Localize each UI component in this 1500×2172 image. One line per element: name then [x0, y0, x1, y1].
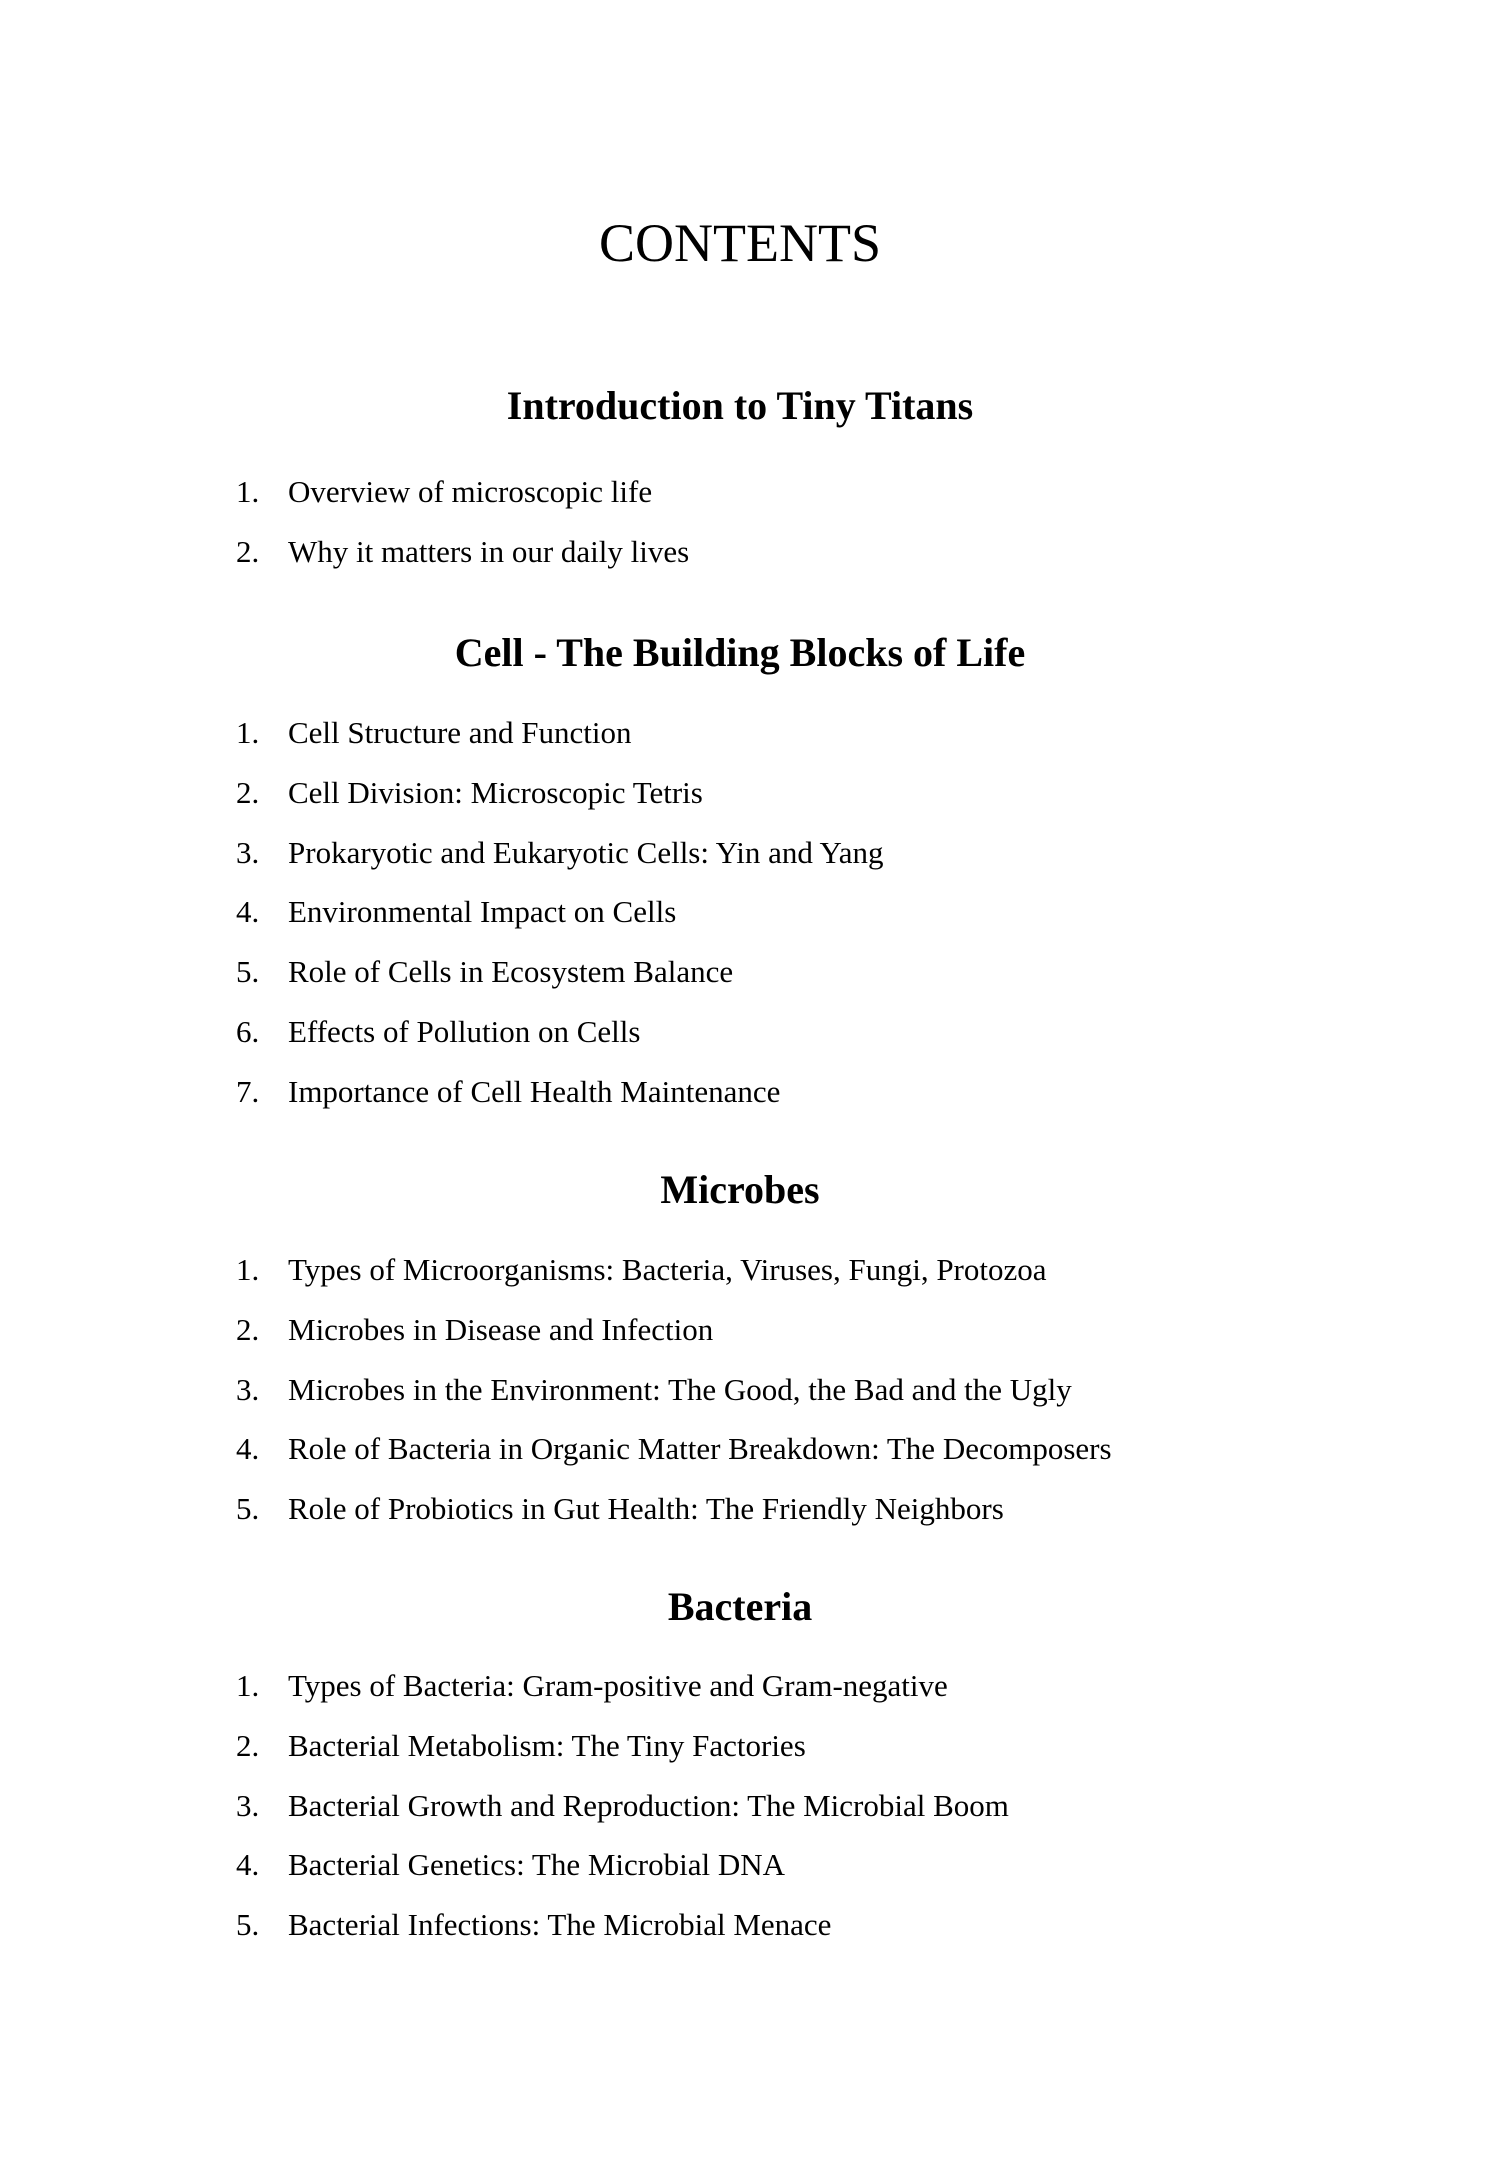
entry-number: 6.	[236, 1014, 260, 1049]
entry-title: Overview of microscopic life	[288, 474, 653, 509]
entry-title: Bacterial Infections: The Microbial Menace	[288, 1907, 832, 1943]
section-heading: Bacteria	[667, 1584, 813, 1629]
entry-number: 7.	[236, 1073, 260, 1109]
entry-title: Environmental Impact on Cells	[288, 894, 677, 930]
toc-entry	[236, 1310, 713, 1350]
entry-title: Cell Division: Microscopic Tetris	[288, 774, 703, 810]
entry-number: 4.	[236, 1431, 260, 1467]
section-heading: Cell - The Building Blocks of Life	[454, 630, 1026, 675]
entry-title: Types of Bacteria: Gram-positive and Gram-negative	[288, 1668, 948, 1703]
toc-entry	[236, 1786, 1009, 1826]
entry-number: 2.	[236, 1311, 260, 1347]
entry-title: Prokaryotic and Eukaryotic Cells: Yin and Yang	[288, 834, 884, 870]
entry-title: Role of Bacteria in Organic Matter Breakdown: The Decomposers	[288, 1431, 1112, 1467]
toc-entry	[236, 1845, 785, 1885]
entry-title: Cell Structure and Function	[288, 715, 632, 750]
entry-title: Role of Cells in Ecosystem Balance	[288, 954, 734, 990]
entry-number: 5.	[236, 1907, 260, 1943]
entry-title: Bacterial Growth and Reproduction: The Microbial Boom	[288, 1787, 1009, 1823]
entry-number: 4.	[236, 1847, 260, 1883]
toc-entry	[236, 532, 689, 572]
entry-title: Microbes in the Environment: The Good, the Bad and the Ugly	[288, 1371, 1072, 1407]
toc-entry	[236, 892, 676, 932]
entry-number: 3.	[236, 1371, 260, 1407]
entry-number: 1.	[236, 715, 260, 750]
toc-entry	[236, 1905, 831, 1945]
toc-entry	[236, 1666, 948, 1706]
entry-number: 2.	[236, 774, 260, 810]
toc-entry	[236, 1726, 806, 1766]
toc-entry	[236, 952, 733, 992]
entry-title: Why it matters in our daily lives	[288, 533, 690, 569]
toc-entry	[236, 472, 652, 512]
toc-entry	[236, 713, 632, 753]
section-heading: Introduction to Tiny Titans	[506, 383, 974, 428]
entry-title: Microbes in Disease and Infection	[288, 1311, 714, 1347]
toc-entry	[236, 1072, 780, 1112]
toc-entry	[236, 1012, 640, 1052]
entry-title: Importance of Cell Health Maintenance	[288, 1073, 781, 1109]
entry-title: Bacterial Metabolism: The Tiny Factories	[288, 1727, 806, 1763]
entry-title: Role of Probiotics in Gut Health: The Friendly Neighbors	[288, 1491, 1004, 1527]
toc-entry	[236, 833, 884, 873]
toc-entry	[236, 1250, 1047, 1290]
page-title: CONTENTS	[599, 213, 881, 273]
toc-entry	[236, 1489, 1004, 1529]
toc-entry	[236, 1429, 1112, 1469]
entry-number: 3.	[236, 1787, 260, 1823]
entry-number: 1.	[236, 474, 260, 509]
entry-number: 2.	[236, 533, 260, 569]
section-heading: Microbes	[660, 1167, 820, 1212]
entry-number: 5.	[236, 954, 260, 990]
entry-number: 1.	[236, 1668, 260, 1703]
entry-number: 4.	[236, 894, 260, 930]
entry-number: 3.	[236, 834, 260, 870]
entry-number: 2.	[236, 1727, 260, 1763]
entry-title: Effects of Pollution on Cells	[288, 1014, 641, 1049]
entry-number: 1.	[236, 1252, 260, 1287]
entry-title: Types of Microorganisms: Bacteria, Viruses, Fungi, Protozoa	[288, 1252, 1047, 1287]
entry-number: 5.	[236, 1491, 260, 1527]
toc-entry	[236, 773, 703, 813]
toc-entry	[236, 1370, 1072, 1410]
entry-title: Bacterial Genetics: The Microbial DNA	[288, 1847, 785, 1883]
